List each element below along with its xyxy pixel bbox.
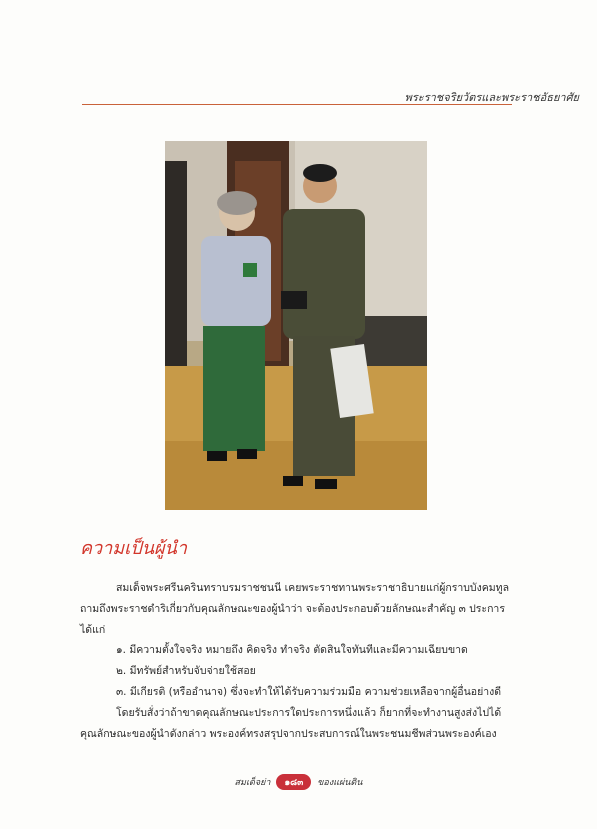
section-heading: ความเป็นผู้นำ — [80, 538, 187, 559]
list-item: ๑. มีความตั้งใจจริง หมายถึง คิดจริง ทำจริง ตัดสินใจทันทีและมีความเฉียบขาด — [116, 644, 468, 656]
footer-right: ของแผ่นดิน — [317, 778, 363, 788]
list-item: ๓. มีเกียรติ (หรืออำนาจ) ซึ่งจะทำให้ได้รับความร่วมมือ ความช่วยเหลือจากผู้อื่นอย่างดี — [116, 686, 502, 698]
footer-left: สมเด็จย่า — [234, 778, 271, 788]
photograph — [165, 141, 427, 510]
closing-paragraph: โดยรับสั่งว่าถ้าขาดคุณลักษณะประการใดประการหนึ่งแล้ว ก็ยากที่จะทำงานสูงส่งไปได้ คุณลักษณะของผู้นำดังกล่าว พระองค์ทรงสรุปจากประสบการณ์ในพระชนมชีพส่วนพระองค์เอง — [80, 707, 502, 740]
page-number: ๑๘๓ — [276, 774, 311, 790]
list-item: ๒. มีทรัพย์สำหรับจับจ่ายใช้สอย — [116, 665, 256, 677]
intro-paragraph: สมเด็จพระศรีนครินทราบรมราชชนนี เคยพระราชทานพระราชาธิบายแก่ผู้กราบบังคมทูลถามถึงพระราชดำริเกี่ยวกับคุณลักษณะของผู้นำว่า จะต้องประกอบด้วยลักษณะสำคัญ ๓ ประการ ได้แก่ — [80, 582, 510, 636]
footer — [0, 774, 597, 790]
header-rule — [82, 104, 512, 105]
running-header: พระราชจริยวัตรและพระราชอัธยาศัย — [404, 91, 579, 104]
qualities-list — [80, 640, 520, 745]
